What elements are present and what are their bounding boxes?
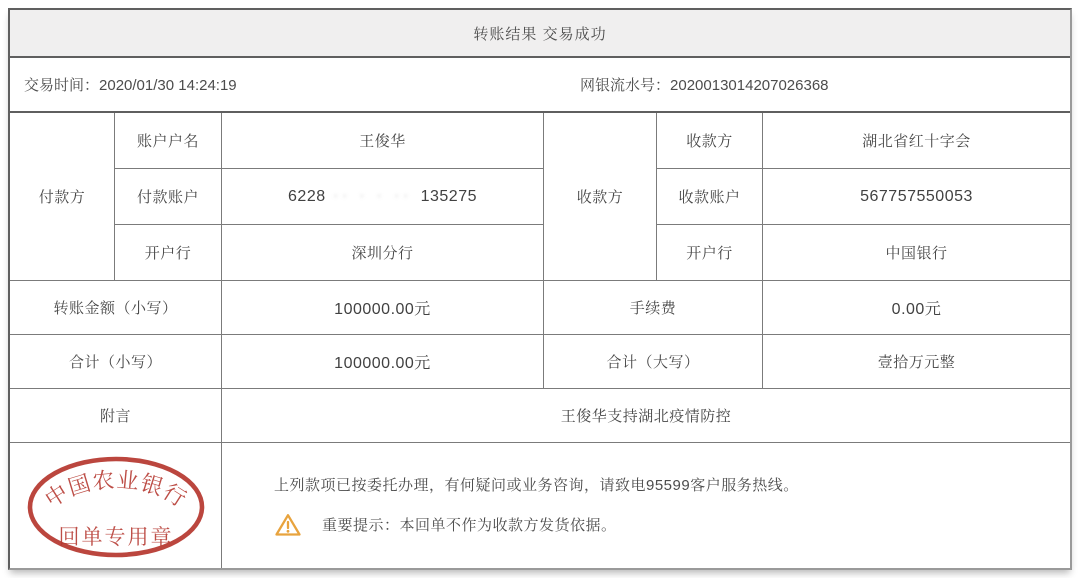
- important-warning: [274, 512, 617, 538]
- total-uppercase-label: 合计（大写）: [544, 335, 763, 389]
- payee-name-label: 收款方: [657, 113, 763, 169]
- transaction-time-value: 2020/01/30 14:24:19: [99, 77, 237, 94]
- receipt-table: [10, 113, 1070, 568]
- remark-label: 附言: [10, 389, 222, 443]
- payee-bank-label: 开户行: [657, 225, 763, 281]
- stamp-caption: 回单专用章: [58, 525, 173, 549]
- transaction-time-label: 交易时间：: [24, 77, 100, 94]
- footer-notices: [222, 443, 1070, 568]
- payer-bank-label: 开户行: [115, 225, 222, 281]
- bank-stamp-icon: [24, 453, 208, 561]
- stamp-bank-name: 中国农业银行: [39, 466, 192, 512]
- payer-account-label: 付款账户: [115, 169, 222, 225]
- payer-account-value: [222, 169, 544, 225]
- svg-text:中国农业银行: [40, 467, 191, 512]
- payer-account-suffix: 135275: [420, 187, 477, 205]
- serial-number-value: 2020013014207026368: [670, 77, 829, 94]
- payee-account-label: 收款账户: [657, 169, 763, 225]
- service-notice: 上列款项已按委托办理，有何疑问或业务咨询，请致电95599客户服务热线。: [274, 476, 799, 494]
- serial-number: [580, 74, 829, 95]
- payer-group-label: 付款方: [10, 113, 115, 281]
- payer-name-value: 王俊华: [222, 113, 544, 169]
- transfer-amount-value: 100000.00元: [222, 281, 544, 335]
- transfer-amount-label: 转账金额（小写）: [10, 281, 222, 335]
- important-warning-text: 重要提示：本回单不作为收款方发货依据。: [322, 517, 617, 534]
- total-lowercase-label: 合计（小写）: [10, 335, 222, 389]
- bank-stamp: [10, 443, 222, 568]
- title-bar: [10, 10, 1070, 58]
- payee-account-value: 567757550053: [763, 169, 1070, 225]
- transaction-info-row: [10, 58, 1070, 113]
- warning-triangle-icon: [274, 512, 302, 538]
- total-lowercase-value: 100000.00元: [222, 335, 544, 389]
- payer-account-masked-digits: ·· · · ··: [333, 187, 413, 202]
- fee-value: 0.00元: [763, 281, 1070, 335]
- transaction-time: [24, 74, 237, 95]
- payee-group-label: 收款方: [544, 113, 657, 281]
- page-title: 转账结果 交易成功: [473, 25, 607, 43]
- payer-bank-value: 深圳分行: [222, 225, 544, 281]
- transfer-receipt: [8, 8, 1072, 570]
- remark-value: 王俊华支持湖北疫情防控: [222, 389, 1070, 443]
- payee-bank-value: 中国银行: [763, 225, 1070, 281]
- serial-number-label: 网银流水号：: [580, 77, 671, 94]
- fee-label: 手续费: [544, 281, 763, 335]
- payer-name-label: 账户户名: [115, 113, 222, 169]
- payer-account-prefix: 6228: [288, 187, 326, 205]
- total-uppercase-value: 壹拾万元整: [763, 335, 1070, 389]
- payee-name-value: 湖北省红十字会: [763, 113, 1070, 169]
